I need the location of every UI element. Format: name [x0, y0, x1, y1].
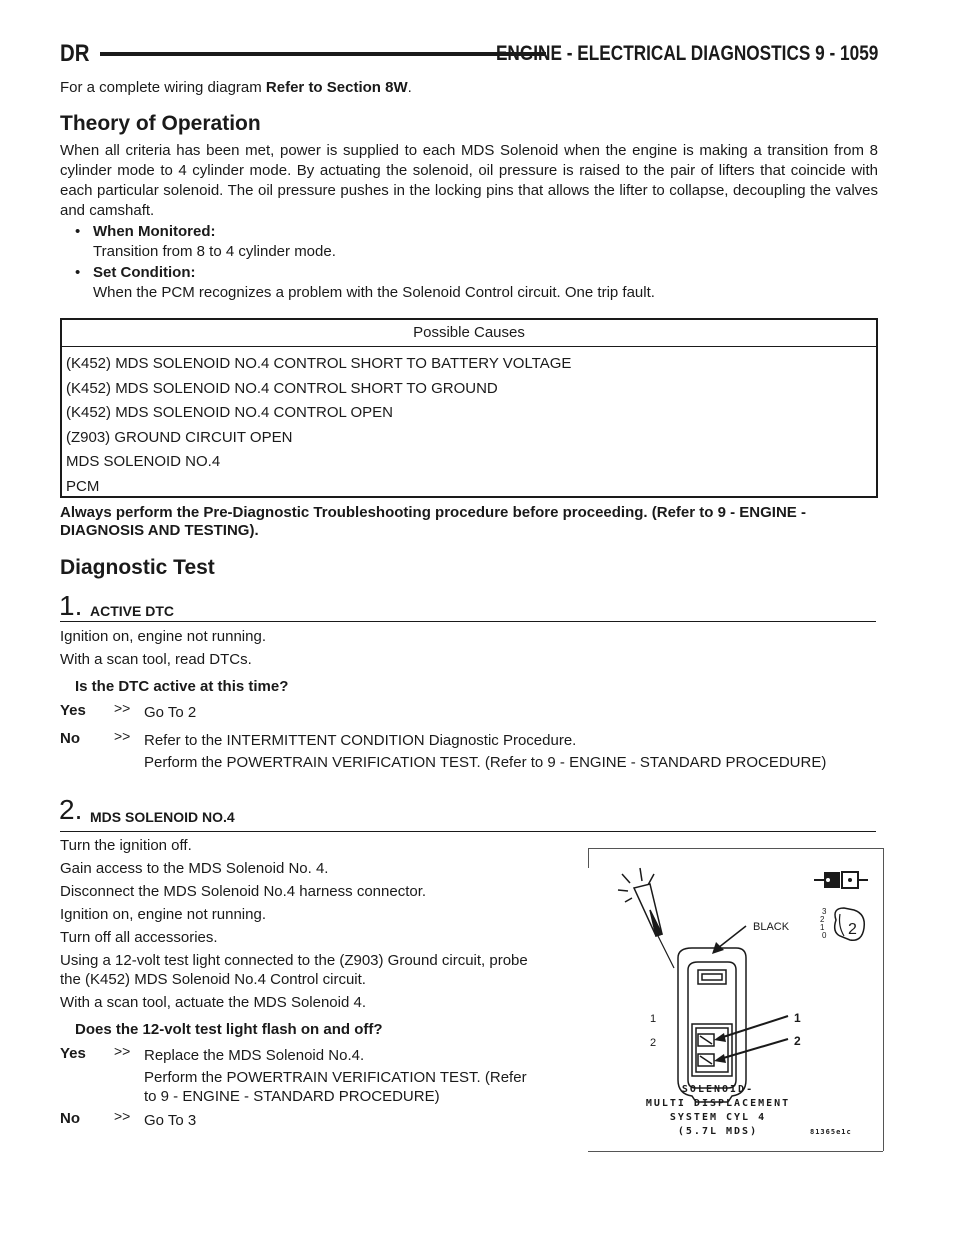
- figure-caption: MULTI DISPLACEMENT: [645, 1098, 791, 1109]
- step-1-no-arrow: >>: [114, 728, 131, 744]
- theory-paragraph: When all criteria has been met, power is supplied to each MDS Solenoid when the engine is making a transition from 8 cylinder mode to 4 cylinder mode. By actuating the solenoid, oil pressure is raised to the pair of lifters that coincide with each particular solenoid. The oil pressure pushes in the locking pins that allows the lifter to collapse, decoupling the valves and camshaft.: [60, 142, 878, 219]
- gauge-mark: 1: [820, 923, 825, 932]
- figure-caption: SOLENOID-: [681, 1084, 755, 1095]
- step-1-no-text: Refer to the INTERMITTENT CONDITION Diagnostic Procedure.: [144, 732, 577, 749]
- step-2-yes-text: Replace the MDS Solenoid No.4.: [144, 1047, 365, 1064]
- pin-2-label: 2: [650, 1037, 657, 1049]
- table-row: (K452) MDS SOLENOID NO.4 CONTROL SHORT TO BATTERY VOLTAGE: [66, 355, 572, 372]
- step-2-yes-text: to 9 - ENGINE - STANDARD PROCEDURE): [144, 1088, 440, 1105]
- step-2-no-label: No: [60, 1110, 80, 1127]
- step-2-no-text: Go To 3: [144, 1112, 197, 1129]
- bullet-head: When Monitored:: [93, 223, 216, 240]
- table-row: (K452) MDS SOLENOID NO.4 CONTROL OPEN: [66, 404, 394, 422]
- notice-line-1: Always perform the Pre-Diagnostic Troubleshooting procedure before proceeding. (Refer to 9 - ENGINE -: [60, 504, 806, 521]
- section-title: ENGINE - ELECTRICAL DIAGNOSTICS 9 - 1059: [495, 42, 878, 65]
- bullet-body: Transition from 8 to 4 cylinder mode.: [93, 243, 336, 260]
- wiring-reference: [60, 78, 412, 98]
- wiring-reference-suffix: .: [407, 79, 412, 96]
- step-2-number: 2.: [59, 794, 83, 825]
- step-2-line: Turn off all accessories.: [60, 929, 218, 946]
- step-1-yes-text: Go To 2: [144, 704, 197, 721]
- step-1-no-text: Perform the POWERTRAIN VERIFICATION TEST. (Refer to 9 - ENGINE - STANDARD PROCEDURE): [144, 754, 827, 771]
- wiring-reference-link: Refer to Section 8W: [265, 79, 408, 96]
- step-2-rule: [60, 831, 876, 832]
- table-row: (K452) MDS SOLENOID NO.4 CONTROL SHORT TO GROUND: [66, 379, 498, 397]
- possible-causes-table: [60, 318, 878, 498]
- step-2-yes-arrow: >>: [114, 1043, 131, 1059]
- step-2-yes-text: Perform the POWERTRAIN VERIFICATION TEST. (Refer: [144, 1069, 527, 1086]
- step-2-line: Turn the ignition off.: [60, 837, 192, 854]
- step-2-line: With a scan tool, actuate the MDS Solenoid 4.: [60, 994, 366, 1011]
- gauge-mark: 3: [822, 907, 827, 916]
- pin-1-pointer: [714, 1016, 788, 1042]
- table-row: MDS SOLENOID NO.4: [66, 453, 221, 471]
- step-1-question: Is the DTC active at this time?: [75, 678, 289, 695]
- step-2-no-arrow: >>: [114, 1108, 131, 1124]
- notice-line-2: DIAGNOSIS AND TESTING).: [60, 522, 259, 539]
- step-2-yes-label: Yes: [60, 1045, 86, 1062]
- figure-caption: SYSTEM CYL 4: [669, 1112, 767, 1123]
- model-code: DR: [60, 40, 90, 67]
- step-1-yes-arrow: >>: [114, 700, 131, 716]
- table-header: Possible Causes: [62, 320, 876, 347]
- table-row: PCM: [66, 477, 100, 495]
- bullet-body: When the PCM recognizes a problem with the Solenoid Control circuit. One trip fault.: [93, 284, 655, 301]
- step-1-number: 1.: [59, 590, 83, 621]
- step-2-line: Using a 12-volt test light connected to the (Z903) Ground circuit, probe: [60, 952, 528, 969]
- step-1-yes-label: Yes: [60, 702, 86, 719]
- step-1-no-label: No: [60, 730, 80, 747]
- bullet-head: Set Condition:: [93, 264, 196, 281]
- gauge-number: 2: [848, 921, 857, 938]
- step-1-line: With a scan tool, read DTCs.: [60, 651, 252, 668]
- figure-code: 81365e1c: [810, 1128, 852, 1136]
- step-2-line: Ignition on, engine not running.: [60, 906, 266, 923]
- bullet-dot-icon: •: [75, 264, 81, 281]
- wiring-reference-prefix: For a complete wiring diagram: [60, 79, 266, 96]
- step-1-title: ACTIVE DTC: [90, 603, 174, 619]
- step-2-title: MDS SOLENOID NO.4: [90, 809, 235, 825]
- bullet-dot-icon: •: [75, 223, 81, 240]
- step-2-question: Does the 12-volt test light flash on and off?: [75, 1021, 383, 1038]
- connector-diagram: [588, 848, 884, 1152]
- step-2-line: Gain access to the MDS Solenoid No. 4.: [60, 860, 329, 877]
- pin-2-pointer: [714, 1039, 788, 1063]
- black-pointer: [712, 926, 746, 954]
- test-light-icon: [618, 868, 674, 968]
- connector-body: [678, 948, 746, 1102]
- color-label: BLACK: [753, 921, 790, 933]
- figure-caption: (5.7L MDS): [677, 1126, 759, 1137]
- theory-heading: Theory of Operation: [60, 112, 261, 135]
- step-1-line: Ignition on, engine not running.: [60, 628, 266, 645]
- step-1-rule: [60, 621, 876, 622]
- gauge-mark: 2: [820, 915, 825, 924]
- gauge-symbol-icon: [820, 907, 864, 940]
- connector-symbol-icon: [814, 872, 868, 888]
- pin-2-callout: 2: [794, 1034, 801, 1048]
- diagnostic-heading: Diagnostic Test: [60, 556, 215, 579]
- pin-1-callout: 1: [794, 1011, 801, 1025]
- step-2-line: Disconnect the MDS Solenoid No.4 harness connector.: [60, 883, 427, 900]
- connector-figure: [588, 848, 884, 1152]
- page-header: [60, 40, 878, 70]
- step-2-line: the (K452) MDS Solenoid No.4 Control circuit.: [60, 971, 366, 988]
- header-rule: [100, 52, 546, 56]
- table-row: (Z903) GROUND CIRCUIT OPEN: [66, 428, 293, 446]
- pin-1-label: 1: [650, 1013, 657, 1025]
- gauge-mark: 0: [822, 931, 827, 940]
